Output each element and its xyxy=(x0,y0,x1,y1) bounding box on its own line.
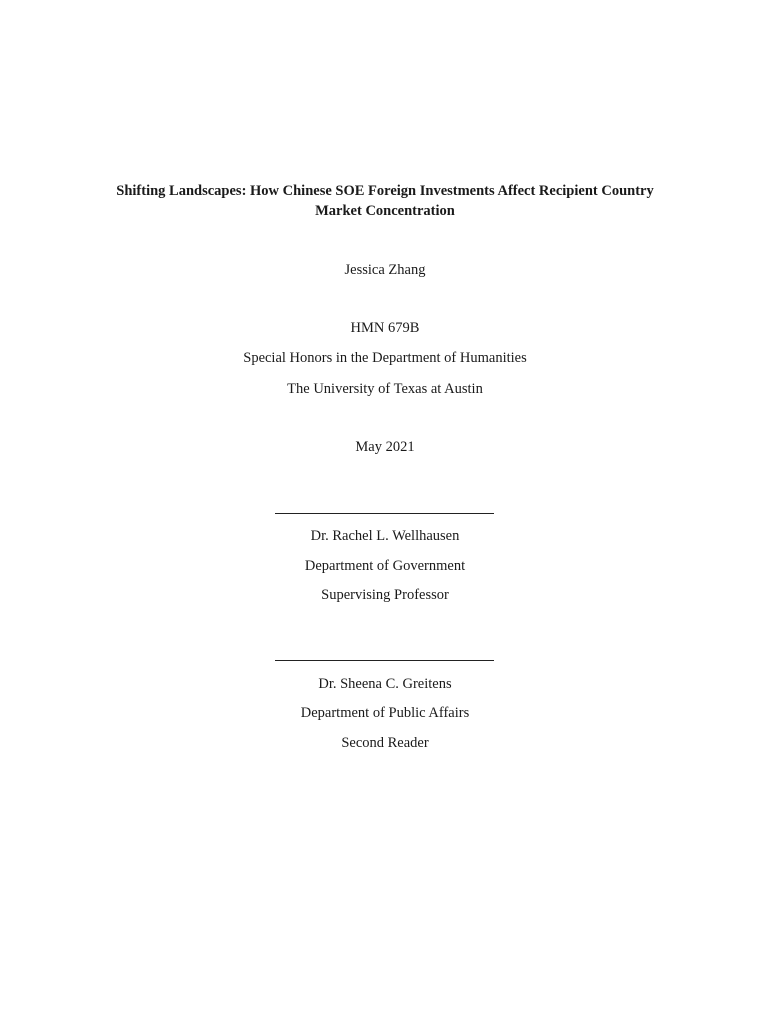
document-title xyxy=(60,181,710,221)
signer-2-role: Second Reader xyxy=(341,735,429,751)
author-name: Jessica Zhang xyxy=(344,262,426,278)
university-name: The University of Texas at Austin xyxy=(287,381,483,397)
signature-line-2 xyxy=(275,660,494,661)
signer-1-name: Dr. Rachel L. Wellhausen xyxy=(310,528,460,544)
signature-line-1 xyxy=(275,513,494,514)
title-line-1: Shifting Landscapes: How Chinese SOE Foreign Investments Affect Recipient Country xyxy=(116,183,654,199)
submission-date: May 2021 xyxy=(355,439,415,455)
signer-2-department: Department of Public Affairs xyxy=(300,705,470,721)
title-line-2: Market Concentration xyxy=(315,203,455,219)
program-name: Special Honors in the Department of Humanities xyxy=(243,350,527,366)
signer-2-name: Dr. Sheena C. Greitens xyxy=(318,676,452,692)
signer-1-department: Department of Government xyxy=(304,558,466,574)
signer-1-role: Supervising Professor xyxy=(321,587,449,603)
course-code: HMN 679B xyxy=(350,320,420,336)
